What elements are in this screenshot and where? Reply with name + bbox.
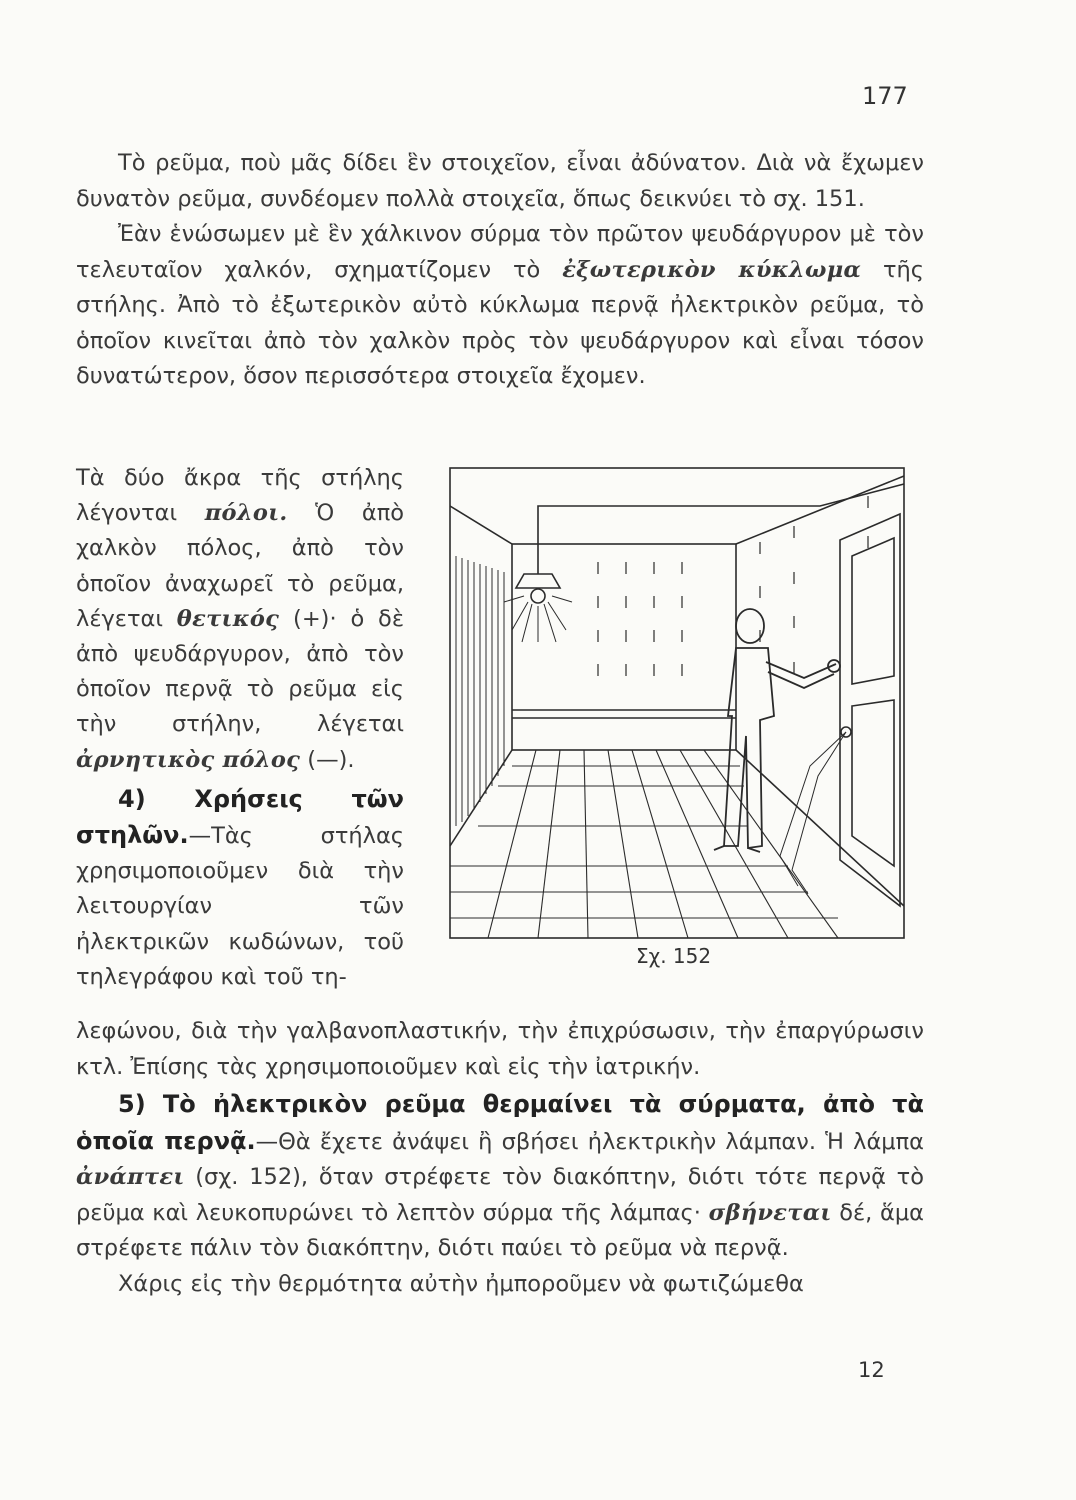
emphasis-positive: θετικός [176, 605, 280, 632]
text-segment: (+)· ὁ δὲ ἀπὸ ψευδάργυρον, ἀπὸ τὸν ὁποῖον περνᾷ τὸ ρεῦμα εἰς τὴν στήλην, λέγεται [76, 605, 404, 738]
emphasis-goes-out: σβήνεται [708, 1199, 832, 1226]
text-uses-continued: λεφώνου, διὰ τὴν γαλβανοπλαστικήν, τὴν ἐπιχρύσωσιν, τὴν ἐπαργύρωσιν κτλ. Ἐπίσης τὰς χρησιμοποιοῦμεν καὶ εἰς τὴν ἰατρικήν. [76, 1018, 924, 1080]
paragraph-external-circuit [76, 217, 924, 395]
left-wall-stripes [456, 556, 504, 826]
figure-caption: Σχ. 152 [636, 944, 712, 968]
section-heading-uses: 4) Χρήσεις τῶν στηλῶν. [76, 784, 404, 850]
text-segment: Ὁ ἀπὸ χαλκὸν πόλος, ἀπὸ τὸν ὁποῖον ἀναχωρεῖ τὸ ρεῦμα, λέγεται [76, 500, 404, 632]
person [714, 609, 840, 852]
door [840, 514, 900, 906]
figure-frame [450, 468, 904, 938]
floor-boards [450, 750, 838, 938]
emphasis-external-circuit: ἐξωτερικὸν κύκλωμα [562, 256, 862, 283]
paragraph-uses [76, 782, 404, 995]
emphasis-poles: πόλοι. [204, 500, 288, 527]
text-segment: (—). [300, 746, 355, 773]
emphasis-negative-pole: ἀρνητικὸς πόλος [76, 746, 301, 773]
section-heading-heating: 5) Τὸ ἠλεκτρικὸν ρεῦμα θερμαίνει τὰ σύρματα, ἀπὸ τὰ ὁποῖα περνᾷ. [76, 1090, 924, 1155]
figure-room-illustration [448, 466, 906, 940]
paragraph-weak-current: Τὸ ρεῦμα, ποὺ μᾶς δίδει ἓν στοιχεῖον, εἶναι ἀδύνατον. Διὰ νὰ ἔχωμεν δυνατὸν ρεῦμα, συνδέομεν πολλὰ στοιχεῖα, ὅπως δεικνύει τὸ σχ. 151. [76, 150, 924, 212]
text-segment: δέ, ἅμα στρέφετε πάλιν τὸν διακόπτην, διότι παύει τὸ ρεῦμα νὰ περνᾷ. [76, 1199, 924, 1261]
ceiling-lamp [504, 574, 572, 642]
text-segment: —Τὰς στήλας χρησιμοποιοῦμεν διὰ τὴν λειτουργίαν τῶν ἠλεκτρικῶν κωδώνων, τοῦ τηλεγράφου καὶ τοῦ τη- [76, 823, 404, 990]
paragraph-last-line: Χάρις εἰς τὴν θερμότητα αὐτὴν ἠμποροῦμεν νὰ φωτιζώμεθα [118, 1270, 804, 1297]
text-segment: Ἐὰν ἑνώσωμεν μὲ ἓν χάλκινον σύρμα τὸν πρῶτον ψευδάργυρον μὲ τὸν τελευταῖον χαλκόν, σχηματίζομεν τὸ [76, 221, 924, 283]
paragraph-uses-continued [76, 1014, 924, 1302]
paragraph-intro [76, 146, 924, 395]
back-wall [512, 544, 736, 750]
text-segment: (σχ. 152), ὅταν στρέφετε τὸν διακόπτην, διότι τότε περνᾷ τὸ ρεῦμα καὶ λευκοπυρώνει τὸ λεπτὸν σύρμα τῆς λάμπας· [76, 1164, 924, 1226]
text-segment: τῆς στήλης. Ἀπὸ τὸ ἐξωτερικὸν αὐτὸ κύκλωμα περνᾷ ἠλεκτρικὸν ρεῦμα, τὸ ὁποῖον κινεῖται ἀπὸ τὸν χαλκὸν πρὸς τὸν ψευδάργυρον καὶ εἶναι τόσον δυνατώτερον, ὅσον περισσότερα στοιχεῖα ἔχομεν. [76, 256, 925, 389]
paragraph-heating [76, 1087, 924, 1267]
wallpaper-pattern [598, 496, 868, 676]
paragraph-poles [76, 461, 404, 778]
column-narrow [76, 461, 404, 995]
text-segment: Τὰ δύο ἄκρα τῆς στήλης λέγονται [76, 465, 404, 527]
page-number: 177 [862, 82, 908, 110]
emphasis-lights: ἀνάπτει [76, 1164, 185, 1190]
signature-number: 12 [858, 1358, 885, 1382]
text-segment: —Θὰ ἔχετε ἀνάψει ἢ σβήσει ἠλεκτρικὴν λάμπαν. Ἡ λάμπα [255, 1128, 924, 1155]
